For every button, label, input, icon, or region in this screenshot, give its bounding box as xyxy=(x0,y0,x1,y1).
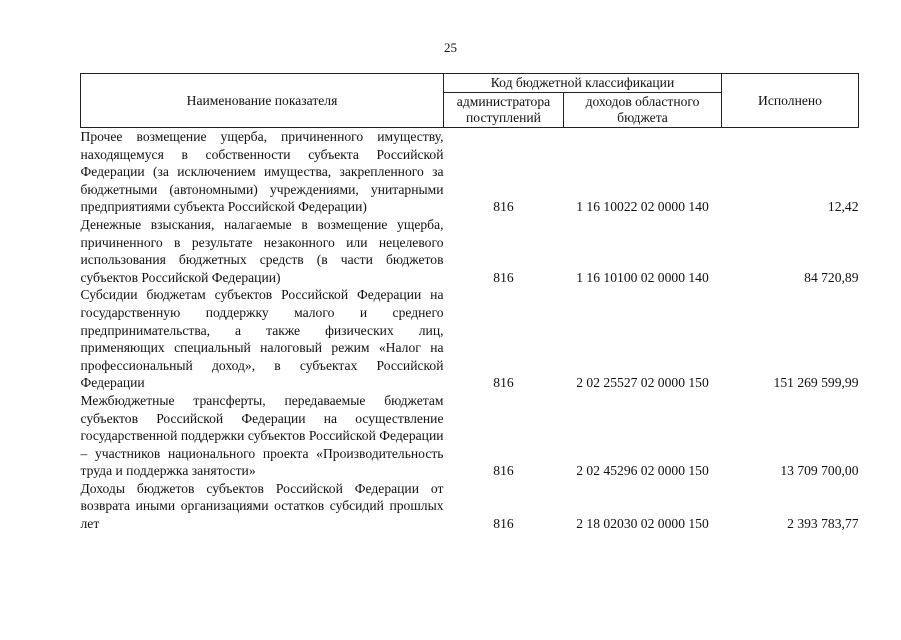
row-amount: 84 720,89 xyxy=(804,269,859,285)
row-amount: 2 393 783,77 xyxy=(787,516,859,532)
header-executed: Исполнено xyxy=(722,74,859,128)
table-row xyxy=(81,216,859,286)
row-name: Прочее возмещение ущерба, причиненного имуществу, находящемуся в собственности субъекта Российской Федерации (за исключением имущества, закрепленного за бюджетными (автономными) учреждениями, унитарными предприятиями субъекта Российской Федерации) xyxy=(80,129,444,215)
page-number: 25 xyxy=(444,40,457,55)
header-admin: администратора поступлений xyxy=(444,93,564,128)
row-income-code: 2 02 25527 02 0000 150 xyxy=(576,375,709,391)
row-admin-code: 816 xyxy=(493,375,514,391)
row-admin-code: 816 xyxy=(493,199,514,215)
table-row xyxy=(81,286,859,392)
row-amount: 13 709 700,00 xyxy=(780,463,859,479)
budget-table xyxy=(80,73,859,533)
row-amount: 12,42 xyxy=(827,199,859,215)
header-row-top xyxy=(81,74,859,93)
header-name: Наименование показателя xyxy=(81,74,444,128)
row-name: Денежные взыскания, налагаемые в возмещение ущерба, причиненного в результате незаконного или нецелевого использования бюджетных средств (в части бюджетов субъектов Российской Федерации) xyxy=(80,216,444,285)
row-income-code: 2 18 02030 02 0000 150 xyxy=(576,516,709,532)
row-amount: 151 269 599,99 xyxy=(773,375,859,391)
table-row xyxy=(81,128,859,216)
row-admin-code: 816 xyxy=(493,463,514,479)
header-income: доходов областного бюджета xyxy=(564,93,722,128)
table-row xyxy=(81,392,859,480)
header-classification-group: Код бюджетной классификации xyxy=(444,74,722,93)
row-admin-code: 816 xyxy=(493,269,514,285)
table-header xyxy=(81,74,859,128)
row-name: Доходы бюджетов субъектов Российской Федерации от возврата иными организациями остатков субсидий прошлых лет xyxy=(80,480,444,532)
row-name: Субсидии бюджетам субъектов Российской Федерации на государственную поддержку малого и среднего предпринимательства, а также физических лиц, применяющих специальный налоговый режим «Налог на профессиональный доход», в субъектах Российской Федерации xyxy=(80,287,444,391)
row-admin-code: 816 xyxy=(493,516,514,532)
table-body xyxy=(81,128,859,533)
table-row xyxy=(81,480,859,533)
row-income-code: 1 16 10100 02 0000 140 xyxy=(576,269,709,285)
row-income-code: 2 02 45296 02 0000 150 xyxy=(576,463,709,479)
row-income-code: 1 16 10022 02 0000 140 xyxy=(576,199,709,215)
row-name: Межбюджетные трансферты, передаваемые бюджетам субъектов Российской Федерации на осуществление государственной поддержки субъектов Российской Федерации – участников национального проекта «Производительность труда и поддержка занятости» xyxy=(80,392,444,479)
